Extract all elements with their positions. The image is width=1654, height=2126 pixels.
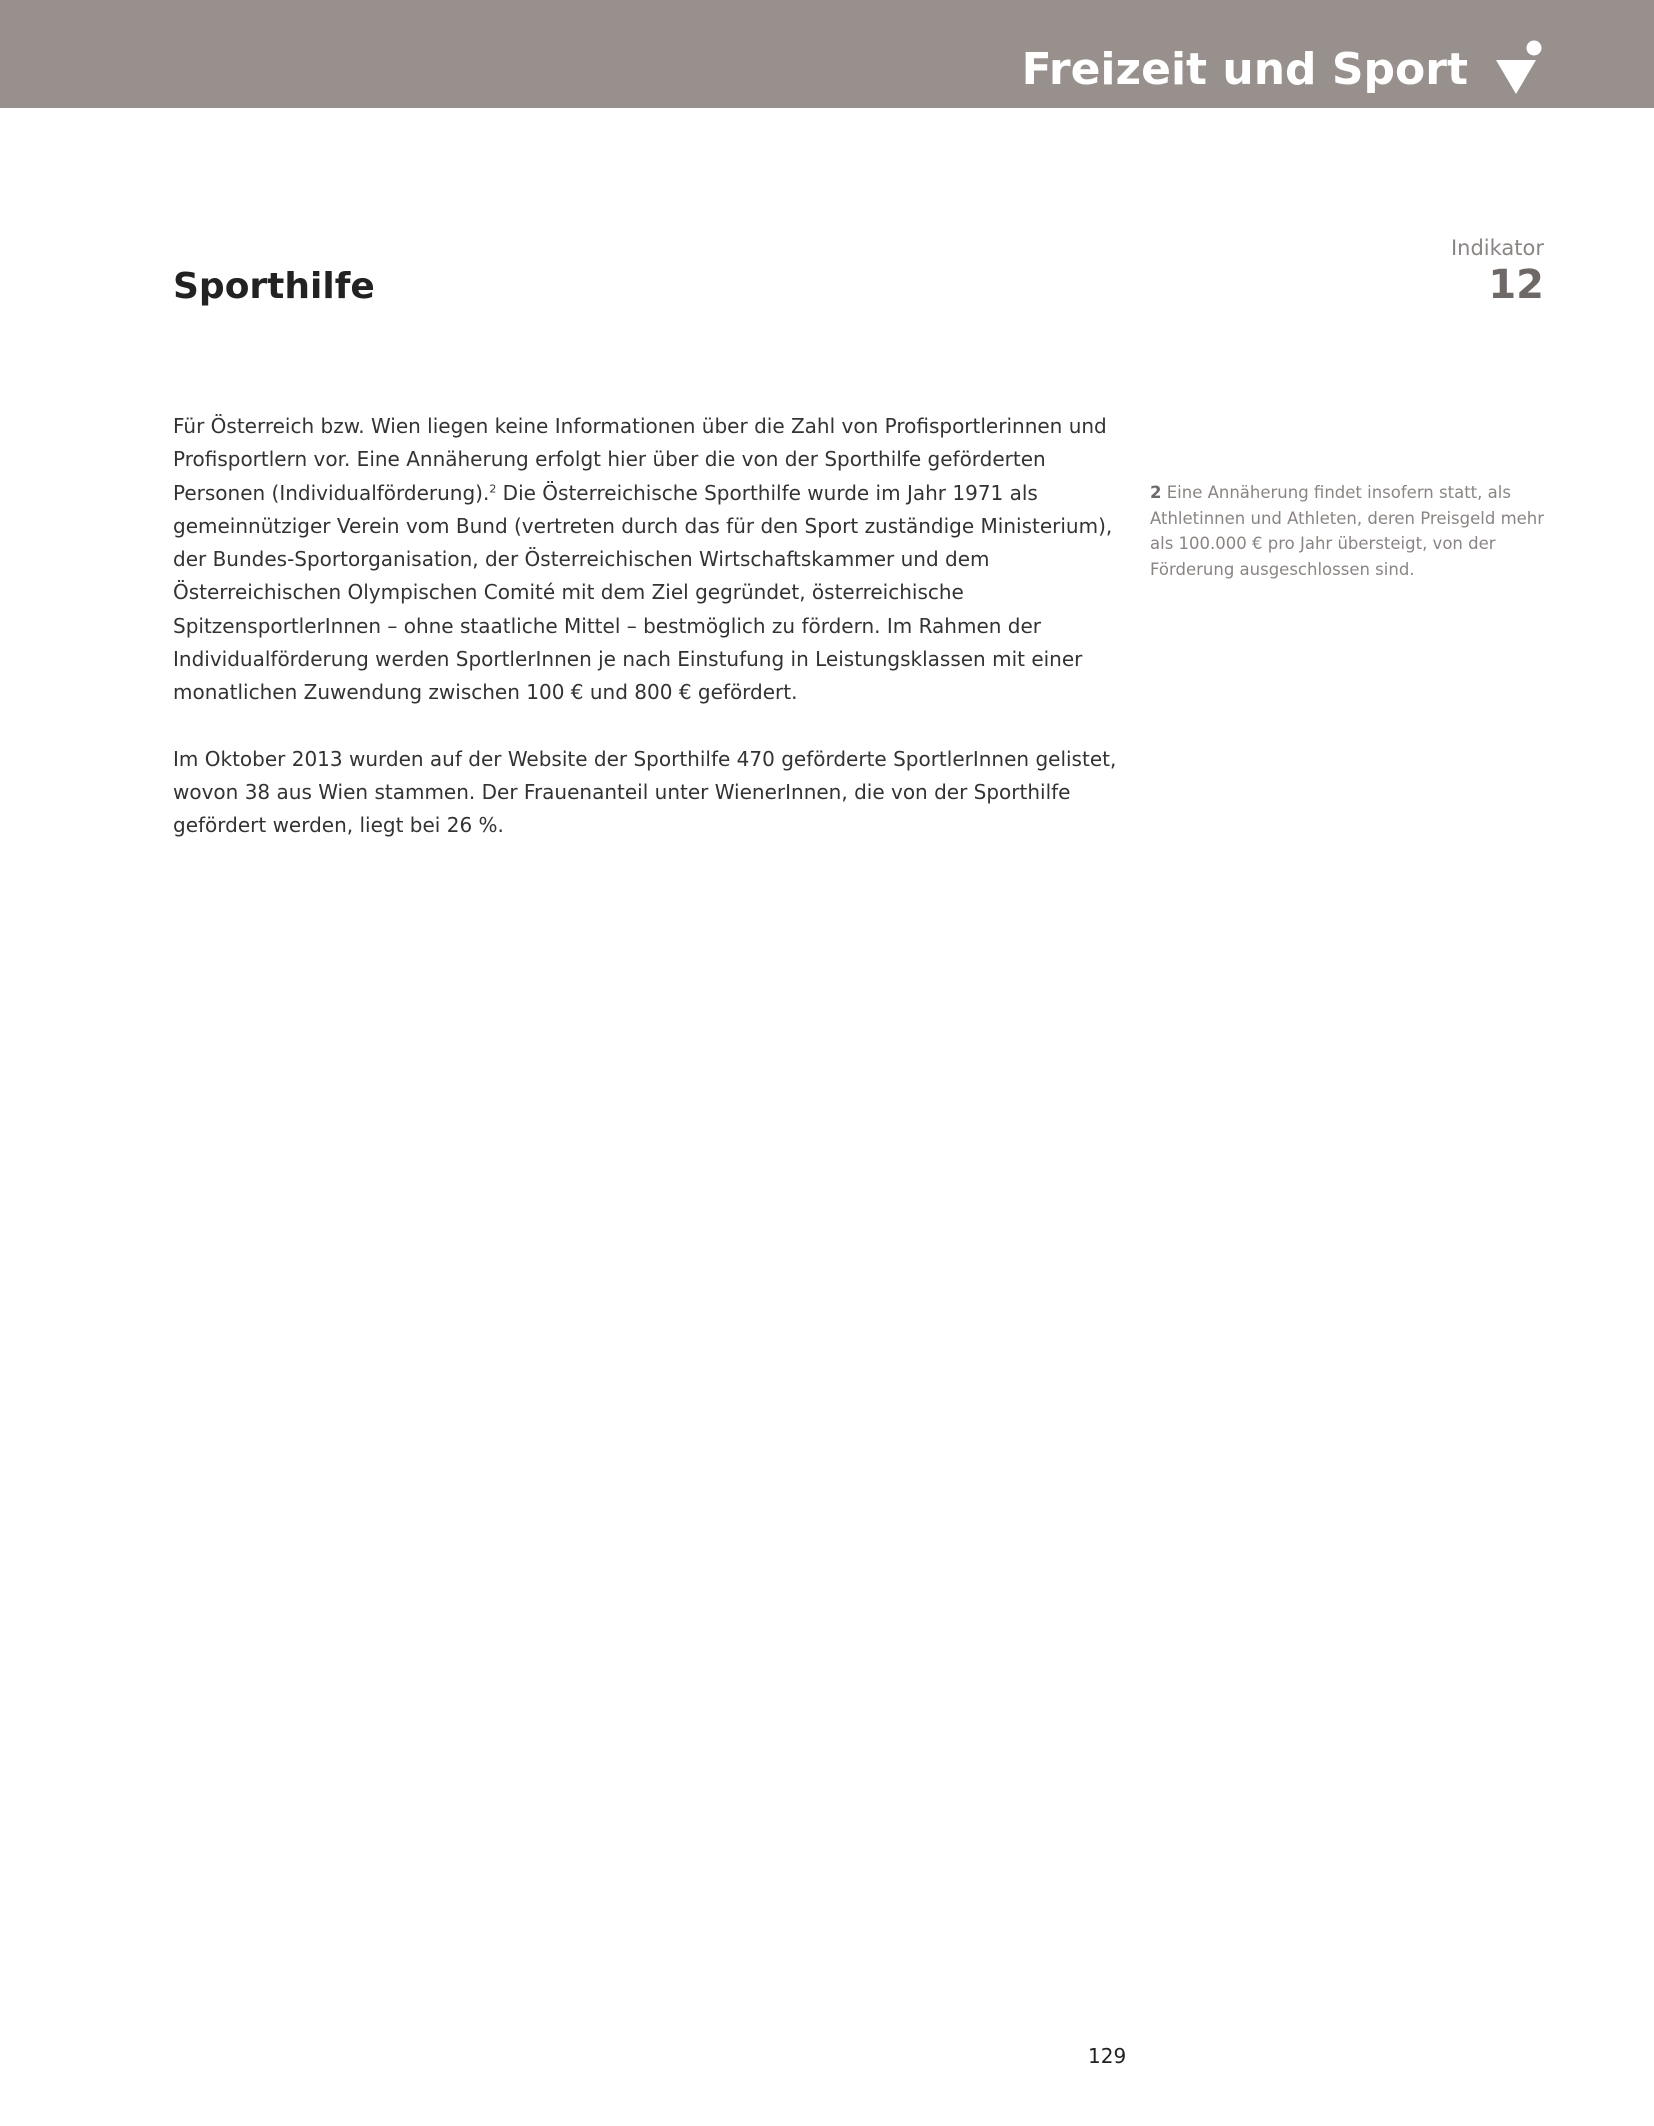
section-title: Sporthilfe <box>173 266 375 307</box>
body-text <box>173 410 1123 876</box>
footnote-text: Eine Annäherung findet insofern statt, als Athletinnen und Athleten, deren Preisgeld mehr als 100.000 € pro Jahr übersteigt, von der Förderung ausgeschlossen sind. <box>1150 483 1545 579</box>
sidenote-footnote <box>1150 480 1550 582</box>
body-paragraph-1-part-2: Die Österreichische Sporthilfe wurde im Jahr 1971 als gemeinnütziger Verein vom Bund (vertreten durch das für den Sport zuständige Ministerium), der Bundes-Sportorganisation, der Österreichischen Wirtschaftskammer und dem Österreichischen Olympischen Comité mit dem Ziel gegründet, österreichische SpitzensportlerInnen – ohne staatliche Mittel – bestmöglich zu fördern. Im Rahmen der Individualförderung werden SportlerInnen je nach Einstufung in Leistungsklassen mit einer monatlichen Zuwendung zwischen 100 € und 800 € gefördert. <box>173 480 1113 705</box>
triangle-dot-logo-icon <box>1494 38 1544 94</box>
body-paragraph-2: Im Oktober 2013 wurden auf der Website der Sporthilfe 470 geförderte SportlerInnen gelistet, wovon 38 aus Wien stammen. Der Frauenanteil unter WienerInnen, die von der Sporthilfe gefördert werden, liegt bei 26 %. <box>173 746 1117 838</box>
footnote-reference: 2 <box>489 481 497 495</box>
page-number: 129 <box>1088 2044 1127 2068</box>
indicator-number: 12 <box>1488 262 1544 308</box>
footnote-number: 2 <box>1150 483 1162 502</box>
body-paragraph-1 <box>173 410 1123 710</box>
body-paragraph-1-part-1: Für Österreich bzw. Wien liegen keine Informationen über die Zahl von Profisportlerinnen und Profisportlern vor. Eine Annäherung erfolgt hier über die von der Sporthilfe geförderten Personen (Individualförderung). <box>173 414 1107 505</box>
indicator-label: Indikator <box>1450 236 1544 260</box>
chapter-title: Freizeit und Sport <box>1021 44 1468 95</box>
